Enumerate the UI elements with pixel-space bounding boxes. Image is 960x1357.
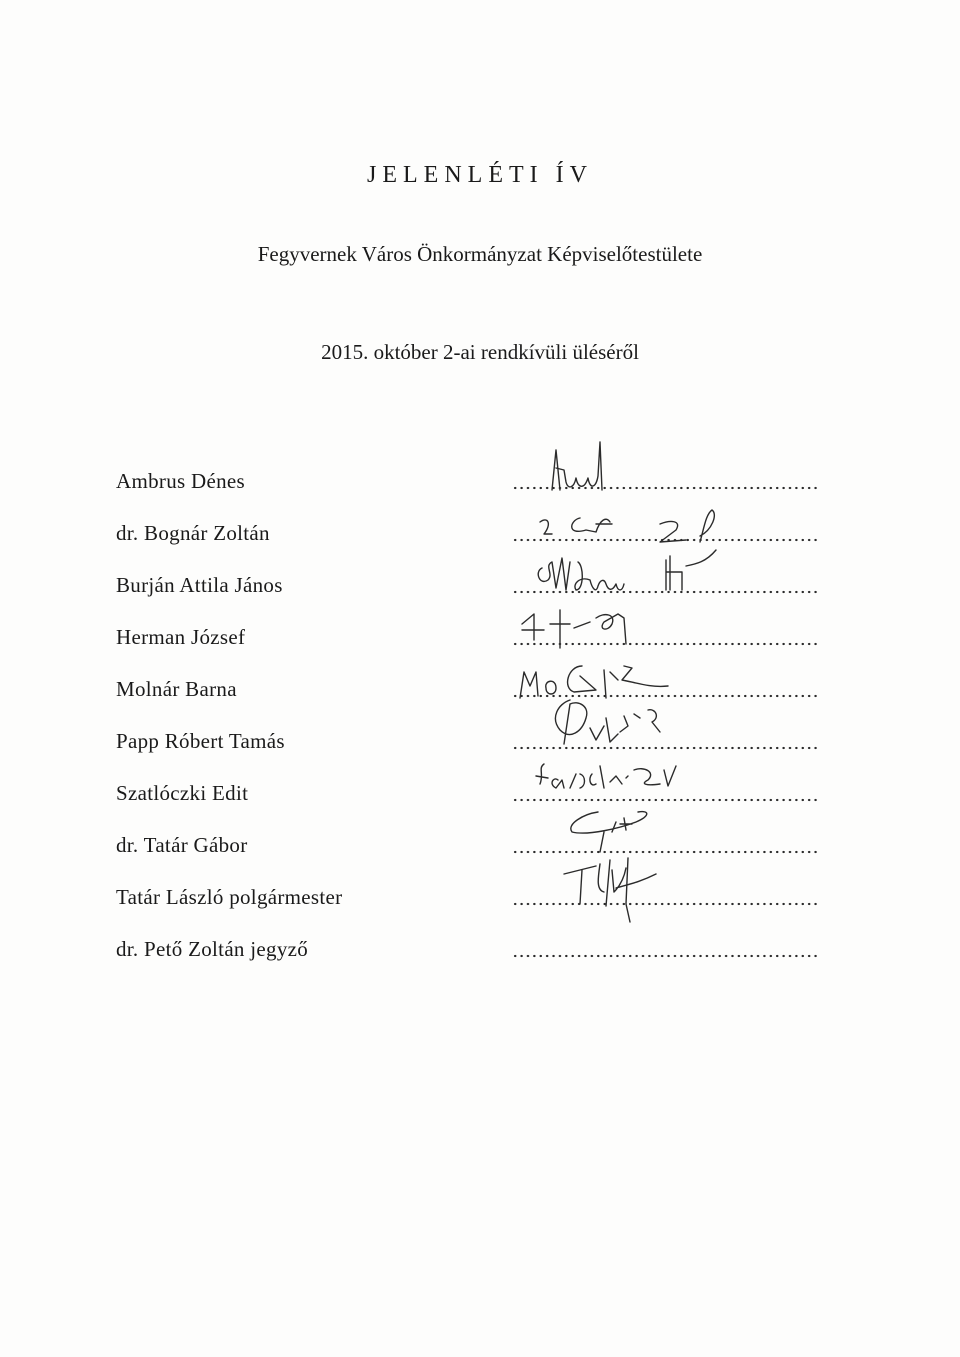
attendee-row [0, 920, 960, 972]
attendee-row [0, 764, 960, 816]
attendee-name: Tatár László polgármester [116, 885, 343, 909]
attendee-name: Papp Róbert Tamás [116, 729, 285, 753]
attendee-name: Herman József [116, 625, 246, 649]
attendee-name: dr. Pető Zoltán jegyző [116, 937, 309, 961]
meeting-date-line: 2015. október 2-ai rendkívüli üléséről [321, 340, 639, 364]
attendee-name: dr. Tatár Gábor [116, 833, 248, 857]
attendee-name: Burján Attila János [116, 573, 283, 597]
attendee-row [0, 868, 960, 920]
attendee-name: Szatlóczki Edit [116, 781, 249, 805]
attendee-row [0, 452, 960, 504]
handwritten-signature [500, 844, 730, 914]
attendee-row [0, 504, 960, 556]
attendee-row [0, 816, 960, 868]
attendee-row [0, 660, 960, 712]
document-title: JELENLÉTI ÍV [367, 162, 593, 188]
attendee-row [0, 608, 960, 660]
document-subtitle: Fegyvernek Város Önkormányzat Képviselőtestülete [257, 242, 703, 266]
attendee-row [0, 556, 960, 608]
attendee-name: dr. Bognár Zoltán [116, 521, 270, 545]
attendee-row [0, 712, 960, 764]
signature-line [512, 954, 820, 958]
attendee-name: Molnár Barna [116, 677, 237, 701]
attendee-name: Ambrus Dénes [116, 469, 245, 493]
